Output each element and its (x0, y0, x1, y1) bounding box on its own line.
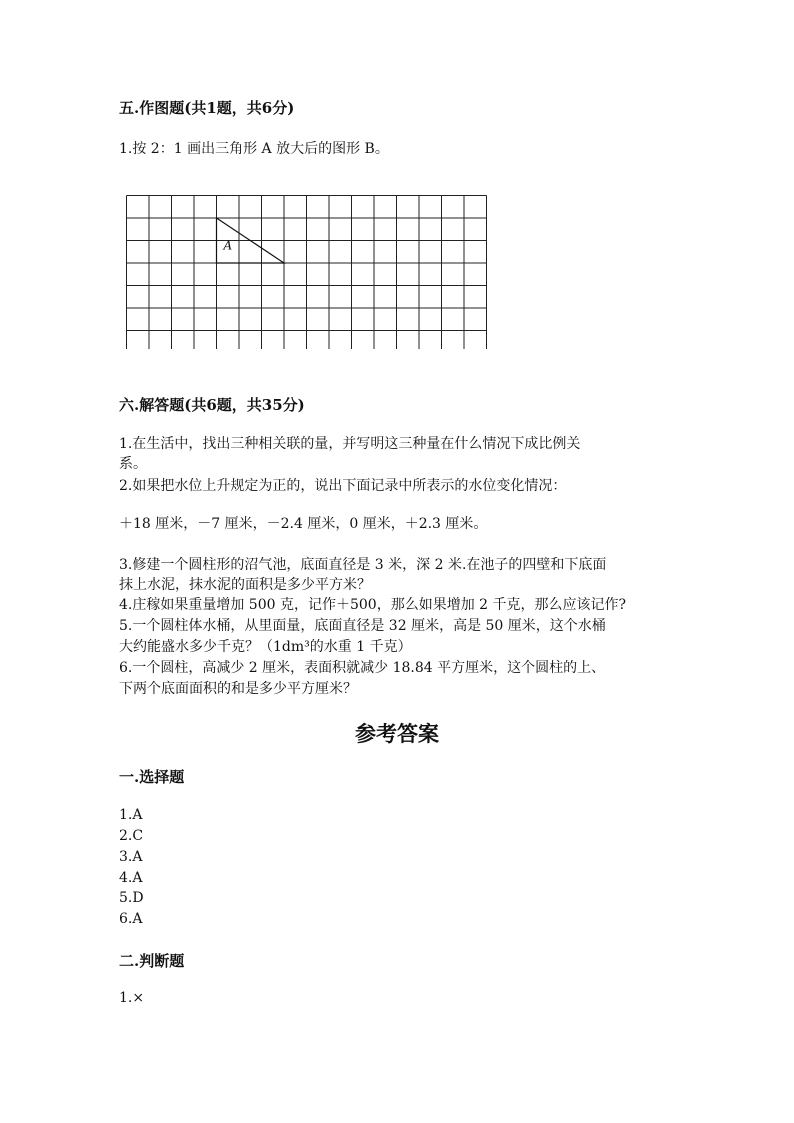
answer-1-4: 4.A (119, 870, 143, 886)
q6-line-2: 系。 (119, 456, 147, 472)
answer-1-1: 1.A (119, 807, 143, 823)
q6-line-10: 6.一个圆柱，高减少 2 厘米，表面积就减少 18.84 平方厘米，这个圆柱的上、 (119, 660, 606, 676)
section-6-heading: 六.解答题(共6题，共35分) (119, 396, 305, 414)
q6-line-11: 下两个底面面积的和是多少平方厘米？ (119, 681, 357, 697)
answer-1-5: 5.D (119, 890, 144, 906)
answers-title: 参考答案 (355, 721, 439, 746)
answer-1-3: 3.A (119, 849, 143, 865)
grid-figure (126, 195, 490, 349)
q6-line-3: 2.如果把水位上升规定为正的，说出下面记录中所表示的水位变化情况： (119, 478, 567, 494)
question-5-1: 1.按 2：1 画出三角形 A 放大后的图形 B。 (119, 141, 389, 157)
q6-line-9: 大约能盛水多少千克？（1dm³的水重 1 千克） (119, 639, 412, 655)
q6-line-1: 1.在生活中，找出三种相关联的量，并写明这三种量在什么情况下成比例关 (119, 436, 581, 452)
section-5-heading: 五.作图题(共1题，共6分) (119, 99, 295, 117)
q6-line-5: 3.修建一个圆柱形的沼气池，底面直径是 3 米，深 2 米.在池子的四壁和下底面 (119, 557, 607, 573)
answer-2-1: 1.× (119, 990, 145, 1006)
q6-line-4: ＋18 厘米，－7 厘米，－2.4 厘米，0 厘米，＋2.3 厘米。 (119, 516, 488, 532)
answer-1-6: 6.A (119, 911, 143, 927)
triangle-a-label: A (223, 238, 233, 253)
q6-line-7: 4.庄稼如果重量增加 500 克，记作＋500，那么如果增加 2 千克，那么应该记作? (119, 597, 627, 613)
answers-section-2-heading: 二.判断题 (119, 952, 185, 970)
q6-line-6: 抹上水泥，抹水泥的面积是多少平方米？ (119, 577, 371, 593)
answers-section-1-heading: 一.选择题 (119, 768, 185, 786)
answer-1-2: 2.C (119, 828, 144, 844)
q6-line-8: 5.一个圆柱体水桶，从里面量，底面直径是 32 厘米，高是 50 厘米，这个水桶 (119, 618, 606, 634)
